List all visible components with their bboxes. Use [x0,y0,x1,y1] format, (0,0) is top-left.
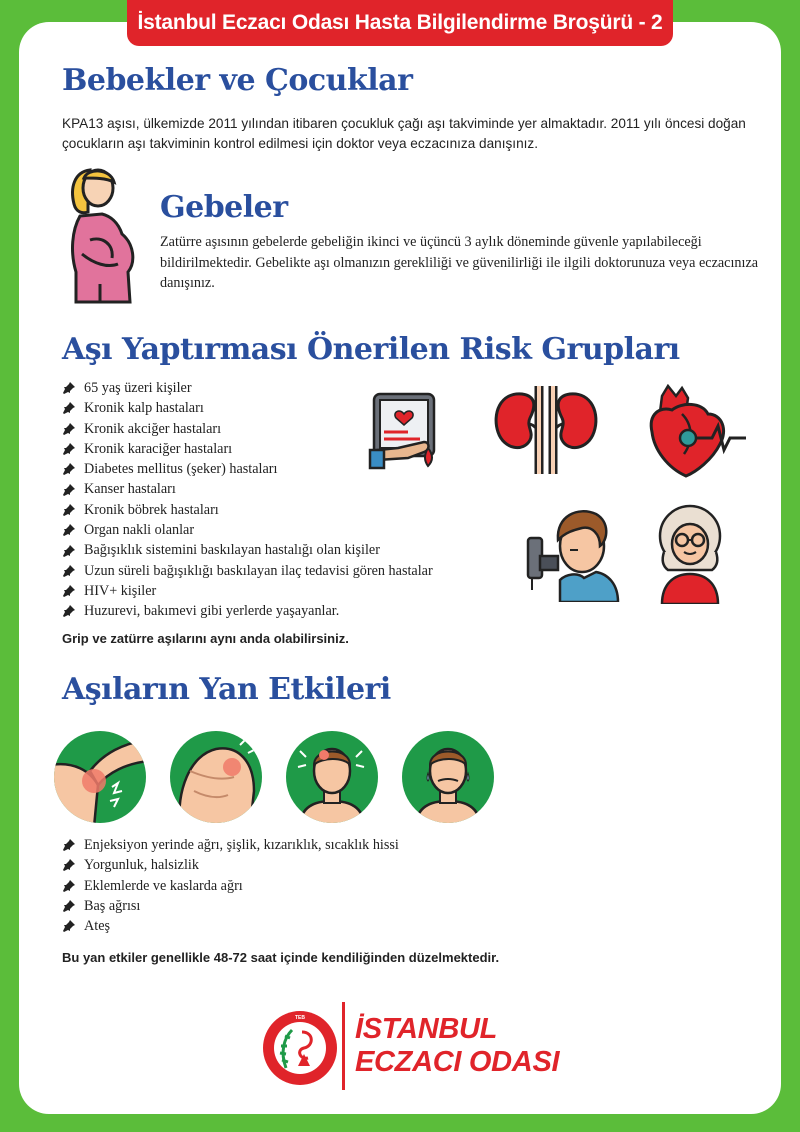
heart-icon [642,384,748,480]
pin-icon [62,919,84,933]
pin-icon [62,462,84,476]
pin-icon [62,422,84,436]
list-item: Organ nakli olanlar [62,520,482,540]
list-item: Bağışıklık sistemini baskılayan hastalığı olan kişiler [62,540,482,560]
list-item: Diabetes mellitus (şeker) hastaları [62,459,482,479]
children-heading: Bebekler ve Çocuklar [62,63,413,98]
list-item: Kronik akciğer hastaları [62,419,482,439]
pin-icon [62,879,84,893]
pin-icon [62,523,84,537]
pregnant-woman-icon [60,164,140,306]
injection-site-pain-icon [54,731,146,823]
pin-icon [62,584,84,598]
logo-text-line2: ECZACI ODASI [355,1046,560,1078]
pin-icon [62,442,84,456]
logo-text-line1: İSTANBUL [355,1013,498,1045]
asthma-inhaler-icon [526,506,622,602]
risk-groups-heading: Aşı Yaptırması Önerilen Risk Grupları [62,332,680,367]
list-item: Enjeksiyon yerinde ağrı, şişlik, kızarıklık, sıcaklık hissi [62,835,562,855]
list-item: Kronik böbrek hastaları [62,500,482,520]
side-effects-note: Bu yan etkiler genellikle 48-72 saat içinde kendiliğinden düzelmektedir. [62,950,500,965]
logo-divider [342,1002,345,1090]
svg-text:TEB: TEB [295,1015,305,1021]
list-item: Yorgunluk, halsizlik [62,855,562,875]
list-item: Kanser hastaları [62,479,482,499]
list-item: 65 yaş üzeri kişiler [62,378,482,398]
list-item: Baş ağrısı [62,896,562,916]
eczaci-odasi-seal-icon [262,1010,338,1086]
list-item: Uzun süreli bağışıklığı baskılayan ilaç tedavisi gören hastalar [62,561,482,581]
pin-icon [62,401,84,415]
kidneys-icon [492,384,600,476]
pin-icon [62,858,84,872]
pregnant-heading: Gebeler [160,190,288,225]
side-effects-list [62,835,562,936]
pin-icon [62,564,84,578]
pin-icon [62,381,84,395]
list-item: Huzurevi, bakımevi gibi yerlerde yaşayanlar. [62,601,482,621]
risk-groups-note: Grip ve zatürre aşılarını aynı anda olabilirsiniz. [62,631,349,646]
list-item: Kronik kalp hastaları [62,398,482,418]
medical-tablet-icon [368,392,444,470]
elderly-woman-icon [658,500,722,604]
pin-icon [62,503,84,517]
pin-icon [62,838,84,852]
pin-icon [62,899,84,913]
pin-icon [62,483,84,497]
list-item: Eklemlerde ve kaslarda ağrı [62,876,562,896]
top-banner: İstanbul Eczacı Odası Hasta Bilgilendirme Broşürü - 2 [127,0,673,46]
list-item: HIV+ kişiler [62,581,482,601]
list-item: Kronik karaciğer hastaları [62,439,482,459]
headache-icon [286,731,378,823]
children-text: KPA13 aşısı, ülkemizde 2011 yılından itibaren çocukluk çağı aşı takviminde yer almaktadır. 2011 yılı öncesi doğan çocukların aşı takviminin kontrol edilmesi için doktor veya eczacınıza danışınız. [62,116,746,151]
side-effects-heading: Aşıların Yan Etkileri [62,672,391,707]
pregnant-text: Zatürre aşısının gebelerde gebeliğin ikinci ve üçüncü 3 aylık döneminde güvenle yapılabileceği bildirilmektedir. Gebelikte aşı olmanızın gerekliliği ve güvenilirliği ile ilgili doktorunuza veya eczacınıza danışınız. [160,234,759,291]
fever-icon [402,731,494,823]
pin-icon [62,604,84,618]
back-pain-icon [170,731,262,823]
list-item: Ateş [62,916,562,936]
pin-icon [62,544,84,558]
